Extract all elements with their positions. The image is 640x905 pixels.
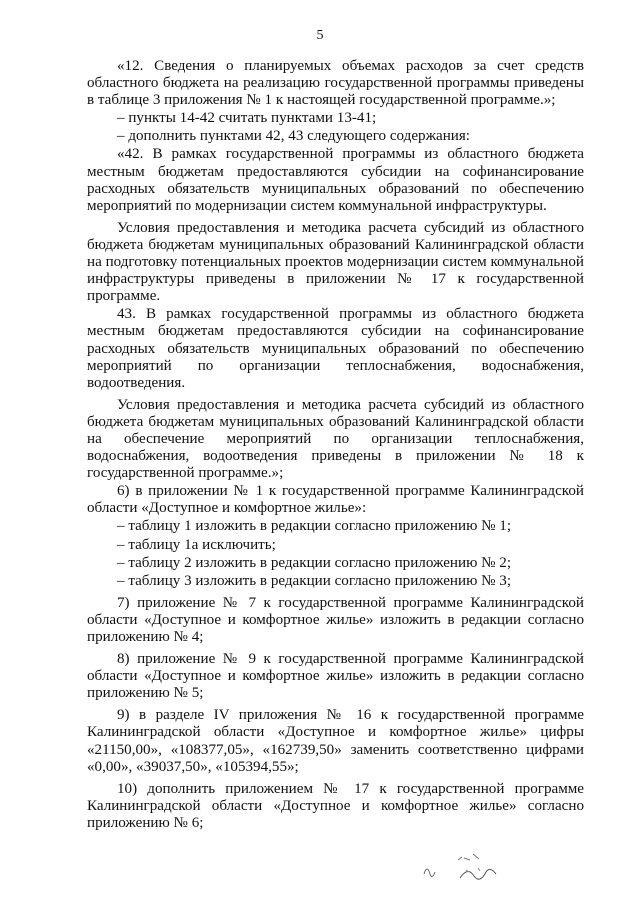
paragraph-point-7: 7) приложение № 7 к государственной программе Калининградской области «Доступное и комфортное жилье» изложить в редакции согласно приложению № 4; (87, 594, 584, 645)
list-item-table-1: – таблицу 1 изложить в редакции согласно приложению № 1; (117, 518, 512, 535)
paragraph-conditions-42: Условия предоставления и методика расчета субсидий из областного бюджета бюджетам муниципальных образований Калининградской области на подготовку потенциальных проектов модернизации систем коммунальной инфраструктуры приведены в приложении № 17 к государственной программе. (87, 219, 584, 305)
list-item-table-3: – таблицу 3 изложить в редакции согласно приложению № 3; (117, 572, 512, 589)
paragraph-item-12: «12. Сведения о планируемых объемах расходов за счет средств областного бюджета на реализацию государственной программы приведены в таблице 3 приложения № 1 к настоящей государственной программе.»; (87, 58, 584, 109)
paragraph-add-items: – дополнить пунктами 42, 43 следующего содержания: (117, 128, 470, 145)
handwritten-initials (418, 848, 518, 890)
paragraph-renumber: – пункты 14-42 считать пунктами 13-41; (117, 110, 377, 127)
paragraph-point-8: 8) приложение № 9 к государственной программе Калининградской области «Доступное и комфортное жилье» изложить в редакции согласно приложению № 5; (87, 651, 584, 702)
list-item-table-2: – таблицу 2 изложить в редакции согласно приложению № 2; (117, 554, 512, 571)
paragraph-item-42: «42. В рамках государственной программы из областного бюджета местным бюджетам предоставляются субсидии на софинансирование расходных обязательств муниципальных образований по обеспечению мероприятий по модернизации систем коммунальной инфраструктуры. (87, 146, 584, 214)
paragraph-point-6: 6) в приложении № 1 к государственной программе Калининградской области «Доступное и комфортное жилье»: (87, 483, 584, 517)
paragraph-item-43: 43. В рамках государственной программы из областного бюджета местным бюджетам предоставляются субсидии на софинансирование расходных обязательств муниципальных образований по обеспечению мероприятий по организации теплоснабжения, водоснабжения, водоотведения. (87, 306, 584, 391)
page-number: 5 (316, 28, 324, 43)
paragraph-conditions-43: Условия предоставления и методика расчета субсидий из областного бюджета бюджетам муниципальных образований Калининградской области на обеспечение мероприятий по организации теплоснабжения, водоснабжения, водоотведения приведены в приложении № 18 к государственной программе.»; (87, 396, 584, 482)
list-item-table-1a: – таблицу 1а исключить; (117, 536, 276, 553)
document-body (87, 58, 584, 833)
paragraph-point-10: 10) дополнить приложением № 17 к государственной программе Калининградской области «Доступное и комфортное жилье» согласно приложению № 6; (87, 780, 584, 831)
paragraph-point-9: 9) в разделе IV приложения № 16 к государственной программе Калининградской области «Доступное и комфортное жилье» цифры «21150,00», «108377,05», «162739,50» заменить соответственно цифрами «0,00», «39037,50», «105394,55»; (87, 707, 584, 775)
